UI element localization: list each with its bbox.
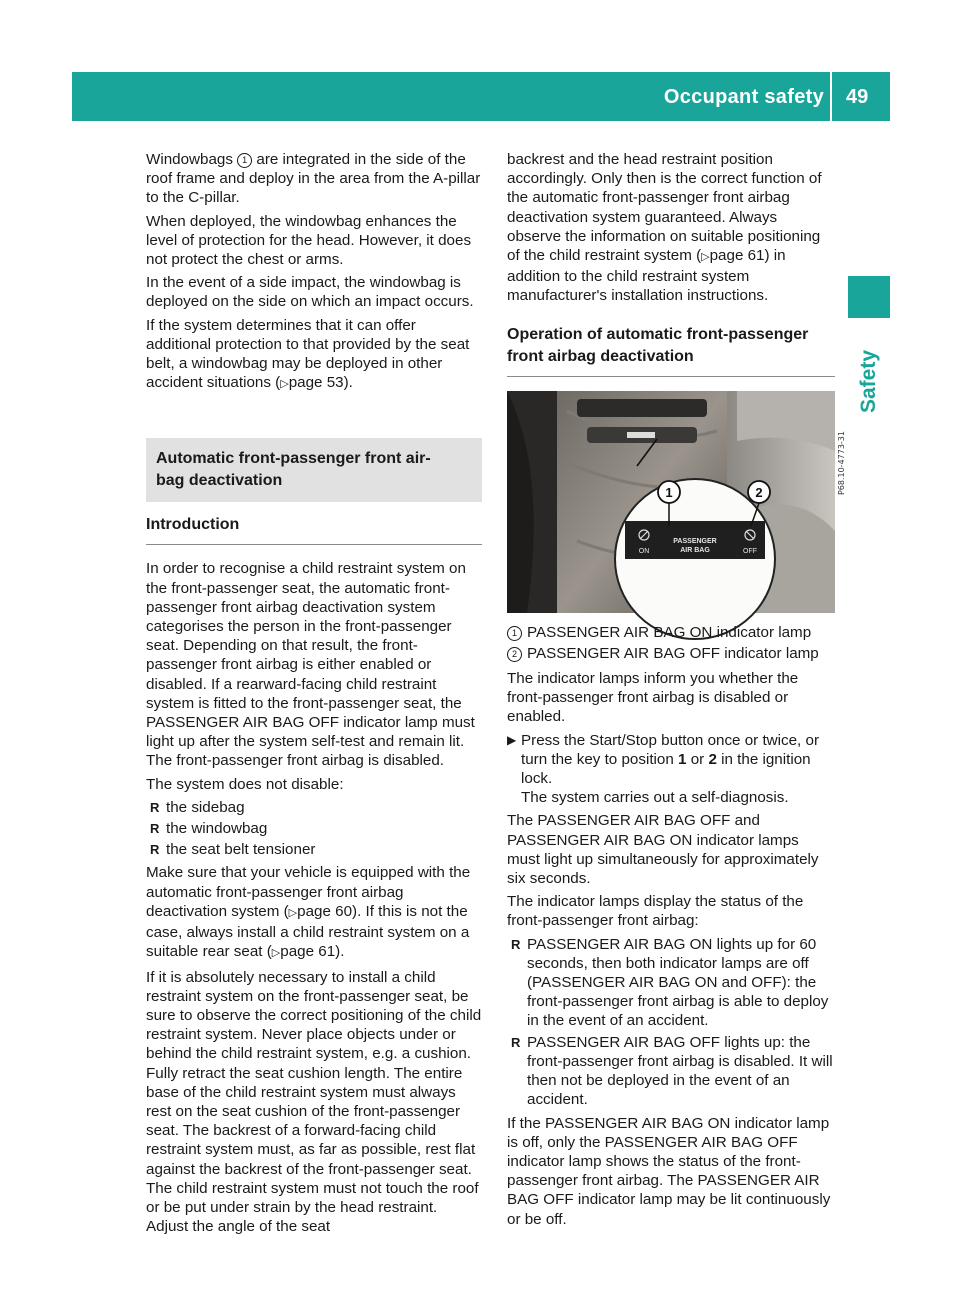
figure-code: P68.10-4773-31 [837,430,846,495]
paragraph: The indicator lamps display the status of the front-passenger front airbag: [507,893,804,930]
figure-panel-label-1: PASSENGER [673,537,717,545]
figure-on-label: ON [638,547,650,555]
section-title: Occupant safety [663,86,824,108]
paragraph: Make sure that your vehicle is equipped with the automatic front-passenger front airbag deactivation system (▷page 60). If this is not the case, always install a child restraint system on a suitable rear seat (▷page 61). [146,864,471,961]
figure-panel-label-2: AIR BAG [680,546,710,554]
paragraph: Windowbags 1 are integrated in the side of the roof frame and deploy in the area from the A-pillar to the C-pillar. [146,151,481,207]
section-tab-label: Safety [857,349,880,413]
left-column [146,150,482,1240]
boxed-section-heading: Automatic front-passenger front air- bag deactivation [146,438,482,502]
page-ref-arrow-icon: ▷ [280,378,289,391]
header-divider [830,72,832,121]
section-heading: Operation of automatic front-passenger front airbag deactivation [507,324,835,377]
bullet-list [146,798,482,860]
bullet-icon: R [511,1034,521,1050]
page-number: 49 [846,86,869,108]
section-tab-marker [848,276,890,318]
figure-callout-2: 2 [755,484,763,500]
instruction-arrow-icon: ▶ [507,732,517,747]
paragraph: If it is absolutely necessary to install a child restraint system on the front-passenger seat, be sure to observe the correct positioning of the child restraint system. Never place objects under or behind the child restraint system, e.g. a cushion. Fully retract the seat cushion length. The entire base of the child restraint system must always rest on the seat cushion of the front-passenger seat. The backrest of a forward-facing child restraint system must, as far as possible, rest flat against the backrest of the front-passenger seat. The child restraint system must not touch the roof or be put under strain by the head restraint. Adjust the angle of the seat [146,968,482,1236]
bullet-icon: R [150,842,160,858]
airbag-indicator-figure [507,391,846,613]
paragraph: In the event of a side impact, the windowbag is deployed on the side on which an impact occurs. [146,274,474,311]
paragraph: The indicator lamps inform you whether the front-passenger front airbag is disabled or enabled. [507,670,799,726]
sub-heading: Introduction [146,514,482,545]
page-ref-arrow-icon: ▷ [271,947,281,960]
paragraph: backrest and the head restraint position accordingly. Only then is the correct function of the automatic front-passenger front airbag deactivation system guaranteed. Always observe the information on suitable positioning of the child restraint system (▷page 61) in addition to the child restraint system manufacturer's installation instructions. [507,151,822,305]
page-ref-arrow-icon: ▷ [701,251,710,264]
page-ref-link[interactable]: page 61 [709,247,765,265]
bullet-icon: R [511,936,521,952]
callout-number: 1 [507,626,522,641]
paragraph: If the system determines that it can offer additional protection to that provided by the seat belt, a windowbag may be deployed in other accident situations (▷page 53). [146,316,470,392]
page-ref-link[interactable]: page 60 [297,902,353,920]
figure-callout-1: 1 [665,484,673,500]
paragraph: In order to recognise a child restraint system on the front-passenger seat, the automatic front-passenger front airbag deactivation system categorises the person in the front-passenger seat. Depending on that result, the front-passenger front airbag is either enabled or disabled. If a rearward-facing child restraint system is fitted to the front-passenger seat, the PASSENGER AIR BAG OFF indicator lamp must light up after the system self-test and remain lit. The front-passenger front airbag is disabled. [146,560,475,770]
bullet-list [507,935,835,1110]
instruction-step: ▶ Press the Start/Stop button once or twice, or turn the key to position 1 or 2 in the ignition lock. The system carries out a self-diagnosis. [507,731,819,807]
bullet-icon: R [150,821,160,837]
figure-off-label: OFF [743,547,757,555]
console-photo-illustration [507,391,835,613]
callout-ref-1: 1 [237,153,252,168]
list-item: R PASSENGER AIR BAG OFF lights up: the front-passenger front airbag is disabled. It will then not be deployed in the event of an accident. [511,1033,833,1109]
page-ref-link[interactable]: page 53 [288,374,344,392]
right-column [507,150,846,1233]
paragraph: When deployed, the windowbag enhances the level of protection for the head. However, it does not protect the chest or arms. [146,212,472,269]
page-ref-arrow-icon: ▷ [288,906,298,919]
callout-number: 2 [507,647,522,662]
bullet-icon: R [150,799,160,815]
paragraph: If the PASSENGER AIR BAG ON indicator lamp is off, only the PASSENGER AIR BAG OFF indicator lamp shows the status of the front-passenger front airbag. The PASSENGER AIR BAG OFF indicator lamp may be lit continuously or be off. [507,1114,831,1228]
list-item: R the sidebag [150,798,245,816]
list-item: R the windowbag [150,820,268,838]
paragraph: The system does not disable: [146,775,344,793]
instruction-result: The system carries out a self-diagnosis. [521,789,789,807]
callout-legend-item: 2 PASSENGER AIR BAG OFF indicator lamp [507,644,835,663]
paragraph: The PASSENGER AIR BAG OFF and PASSENGER AIR BAG ON indicator lamps must light up simultaneously for approximately six seconds. [507,812,819,888]
page-ref-link[interactable]: page 61 [280,943,336,961]
list-item: R PASSENGER AIR BAG ON lights up for 60 seconds, then both indicator lamps are off (PASSENGER AIR BAG ON and OFF): the front-passenger front airbag is able to deploy in the event of an accident. [511,935,829,1030]
callout-legend-item: 1 PASSENGER AIR BAG ON indicator lamp [507,623,835,642]
list-item: R the seat belt tensioner [150,841,316,859]
